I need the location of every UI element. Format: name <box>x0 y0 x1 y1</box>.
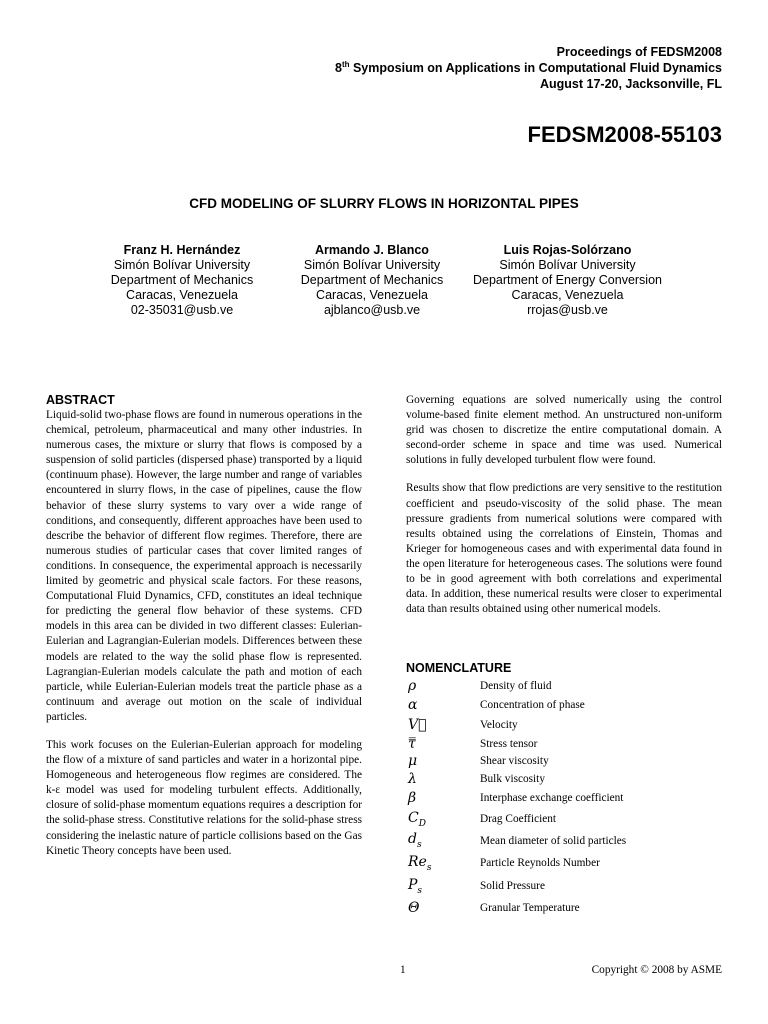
right-column <box>406 393 722 617</box>
nomenclature-description: Granular Temperature <box>480 902 580 914</box>
author-university: Simón Bolívar University <box>113 258 251 272</box>
nomenclature-row <box>406 788 722 808</box>
nomenclature-row <box>406 897 722 919</box>
author-block <box>465 243 670 318</box>
nomenclature-symbol: Θ <box>408 900 420 916</box>
nomenclature-symbol: β <box>408 790 417 806</box>
nomenclature-section <box>406 661 722 919</box>
nomenclature-row <box>406 735 722 752</box>
author-city: Caracas, Venezuela <box>126 288 238 302</box>
nomenclature-description: Stress tensor <box>480 737 538 750</box>
nomenclature-row <box>406 695 722 714</box>
proceedings-title: Proceedings of FEDSM2008 <box>556 45 722 59</box>
conference-dates: August 17-20, Jacksonville, FL <box>539 77 722 91</box>
nomenclature-row <box>406 676 722 695</box>
nomenclature-description: Velocity <box>480 718 518 731</box>
nomenclature-symbol: $C_D$ <box>408 809 426 829</box>
nomenclature-description: Shear viscosity <box>480 754 549 767</box>
abstract-paragraph: Liquid-solid two-phase flows are found in numerous operations in the chemical, petroleum, pharmaceutical and many other industries. In numerous cases, the mixture or slurry that flows is composed by a suspension of solid particles (dispersed phase) transported by a liquid (continuum phase). However, the large number and range of variables encountered in slurry flows, in the case of pipelines, cause the flow behavior of these slurry systems to vary over a wide range of conditions, and consequently, different approaches have been used to describe the behavior of different flow regimes. Therefore, there are numerous studies of particular cases that cover limited ranges of conditions. In consequence, the experimental approach is necessarily limited by geometric and physical scale factors. For these reasons, Computational Fluid Dynamics, CFD, constitutes an ideal technique for predicting the general flow behavior of these systems. CFD models in this area can be divided in two different classes: Eulerian-Eulerian and Lagrangian-Eulerian models. Differences between these models are related to the way the solid phase flow is represented. Lagrangian-Eulerian models calculate the path and motion of each particle, while Eulerian-Eulerian models treat the particle phase as a continuum and average out motion on the scale of individual particles. <box>46 409 362 723</box>
author-email: ajblanco@usb.ve <box>323 303 421 317</box>
nomenclature-row <box>406 769 722 788</box>
abstract-paragraph: Results show that flow predictions are very sensitive to the restitution coefficient and pseudo-viscosity of the solid phase. The mean pressure gradients from numerical solutions were compared with results obtained using the correlations of Einstein, Thomas and Krieger for homogeneous cases and with experimental data found in the open literature for heterogeneous cases. The solutions were found to be in good agreement with both correlations and experimental data. In addition, these numerical results were closer to experimental data than results obtained using other numerical models. <box>406 482 722 616</box>
nomenclature-symbol: τ̿ <box>408 735 416 752</box>
author-name: Armando J. Blanco <box>315 243 429 257</box>
nomenclature-symbol: $d_s$ <box>408 831 422 850</box>
author-city: Caracas, Venezuela <box>511 288 624 302</box>
author-name: Franz H. Hernández <box>123 243 241 257</box>
nomenclature-row <box>406 714 722 735</box>
nomenclature-description: Solid Pressure <box>480 880 545 892</box>
nomenclature-symbol: $P_s$ <box>408 876 423 896</box>
nomenclature-list <box>406 676 722 919</box>
nomenclature-symbol: $Re_s$ <box>408 853 432 873</box>
author-name: Luis Rojas-Solórzano <box>503 243 632 257</box>
nomenclature-description: Density of fluid <box>480 679 552 692</box>
paper-title: CFD MODELING OF SLURRY FLOWS IN HORIZONTAL PIPES <box>189 196 579 211</box>
page-number: 1 <box>400 964 406 976</box>
nomenclature-symbol: α <box>408 696 418 713</box>
copyright: Copyright © 2008 by ASME <box>591 964 722 976</box>
nomenclature-row <box>406 752 722 769</box>
symposium-line <box>335 60 722 76</box>
nomenclature-symbol: μ <box>408 752 418 769</box>
paper-id: FEDSM2008-55103 <box>527 122 722 147</box>
nomenclature-symbol: V⃗ <box>408 716 427 733</box>
nomenclature-symbol: ρ <box>408 677 417 694</box>
nomenclature-row <box>406 875 722 897</box>
nomenclature-description: Interphase exchange coefficient <box>480 792 624 804</box>
author-department: Department of Mechanics <box>300 273 444 287</box>
author-university: Simón Bolívar University <box>303 258 441 272</box>
author-email: rrojas@usb.ve <box>527 303 608 317</box>
proceedings-header <box>335 44 722 92</box>
nomenclature-row <box>406 851 722 875</box>
nomenclature-heading: NOMENCLATURE <box>406 661 512 675</box>
nomenclature-description: Bulk viscosity <box>480 772 545 785</box>
nomenclature-description: Particle Reynolds Number <box>480 857 600 869</box>
author-department: Department of Mechanics <box>110 273 254 287</box>
symposium-number: 8 <box>334 61 342 75</box>
nomenclature-description: Concentration of phase <box>480 698 585 711</box>
left-column <box>46 393 362 859</box>
nomenclature-symbol: λ <box>408 770 417 787</box>
author-department: Department of Energy Conversion <box>473 273 662 287</box>
author-university: Simón Bolívar University <box>499 258 636 272</box>
author-email: 02-35031@usb.ve <box>130 303 234 317</box>
nomenclature-description: Drag Coefficient <box>480 813 557 825</box>
abstract-paragraph: Governing equations are solved numerically using the control volume-based finite element method. An unstructured non-uniform grid was chosen to discretize the entire computational domain. A second-order scheme in space and time was used. Numerical solutions in fully developed turbulent flow were found. <box>406 394 722 467</box>
nomenclature-row <box>406 808 722 830</box>
abstract-paragraph: This work focuses on the Eulerian-Eulerian approach for modeling the flow of a mixture of sand particles and water in a horizontal pipe. Homogeneous and heterogeneous flow regimes are considered. The k-ε model was used for modeling turbulent effects. Additionally, closure of solid-phase momentum equations requires a description for the solid-phase stress. Constitutive relations for the solid-phase stress considering the inelastic nature of particle collisions based on the Gas Kinetic Theory concepts have been used. <box>46 738 362 857</box>
abstract-heading: ABSTRACT <box>46 393 115 407</box>
author-block <box>92 243 272 318</box>
nomenclature-row <box>406 830 722 851</box>
nomenclature-description: Mean diameter of solid particles <box>480 834 627 847</box>
symposium-ordinal: th <box>341 59 350 69</box>
symposium-name: Symposium on Applications in Computational Fluid Dynamics <box>349 61 722 75</box>
author-block <box>282 243 462 318</box>
author-city: Caracas, Venezuela <box>316 288 428 302</box>
